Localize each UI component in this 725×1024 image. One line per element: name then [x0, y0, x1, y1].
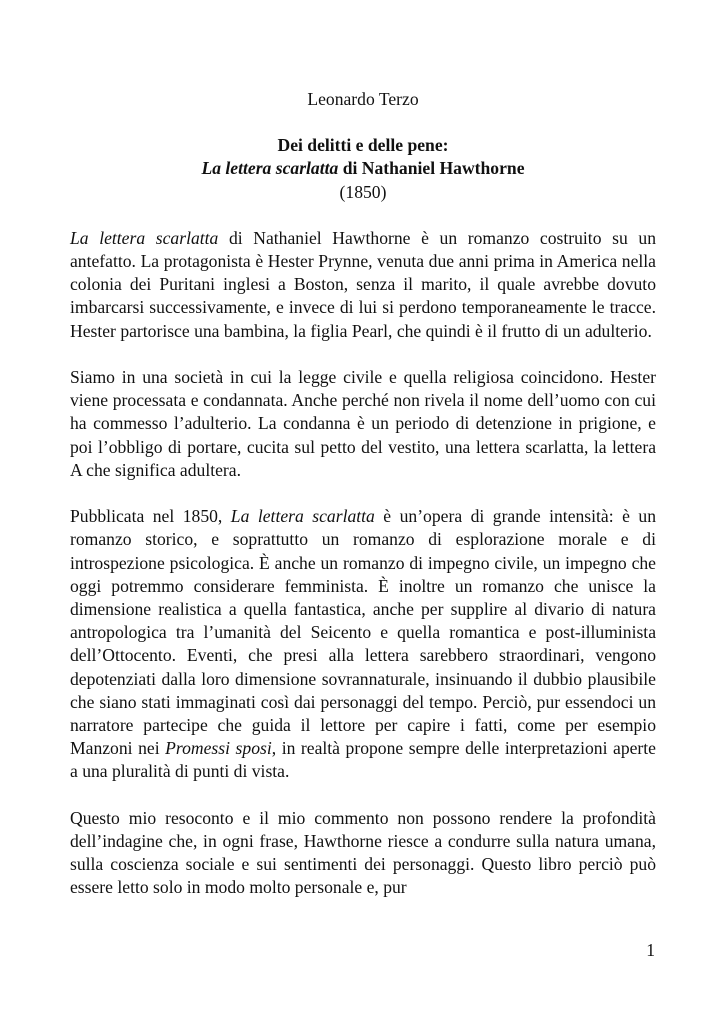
paragraph-3-italic-2: Promessi sposi [165, 738, 272, 759]
title-line-2 [70, 157, 656, 180]
paragraph-4: Questo mio resoconto e il mio commento non possono rendere la profondità dell’indagine che, in ogni frase, Hawthorne riesce a condurre sulla natura umana, sulla coscienza sociale e sui sentimenti dei personaggi. Questo libro perciò può essere letto solo in modo molto personale e, pur [70, 807, 656, 898]
paragraph-3-italic-1: La lettera scarlatta [230, 506, 375, 527]
paragraph-1-italic: La lettera scarlatta [70, 227, 219, 248]
author-name: Leonardo Terzo [307, 89, 419, 109]
paragraph-3-before: Pubblicata nel 1850, [70, 506, 231, 527]
paragraph-2: Siamo in una società in cui la legge civile e quella religiosa coincidono. Hester viene processata e condannata. Anche perché non rivela il nome dell’uomo con cui ha commesso l’adulterio. La condanna è un periodo di detenzione in prigione, e poi l’obbligo di portare, cucita sul petto del vestito, una lettera scarlatta, la lettera A che significa adultera. [70, 367, 656, 480]
document-page [70, 88, 656, 923]
title-line-1: Dei delitti e delle pene: [277, 135, 449, 156]
paragraph-1 [70, 227, 656, 343]
title-author-part: di Nathaniel Hawthorne [338, 158, 525, 179]
document-title [70, 134, 656, 204]
page-number: 1 [646, 940, 655, 960]
title-book-name: La lettera scarlatta [201, 158, 339, 179]
paragraph-3 [70, 505, 656, 783]
paragraph-3-after: , in realtà propone sempre delle interpretazioni aperte a una pluralità di punti di vista. [70, 738, 656, 782]
paragraph-3-middle: è un’opera di grande intensità: è un romanzo storico, e soprattutto un romanzo di esplorazione morale e di introspezione psicologica. È anche un romanzo di impegno civile, un impegno che oggi potremmo considerare femminista. È inoltre un romanzo che unisce la dimensione realistica a quella fantastica, anche per supplire al divario di natura antropologica tra l’umanità del Seicento e quella romantica e post-illuminista dell’Ottocento. Eventi, che presi alla lettera sarebbero straordinari, vengono depotenziati dalla loro dimensione sovrannaturale, insinuando il dubbio plausibile che siano stati immaginati così dai personaggi del tempo. Perciò, pur essendoci un narratore partecipe che guida il lettore per capire i fatti, come per esempio Manzoni nei [70, 506, 656, 759]
paragraph-1-text: di Nathaniel Hawthorne è un romanzo costruito su un antefatto. La protagonista è Hester Prynne, venuta due anni prima in America nella colonia dei Puritani inglesi a Boston, senza il marito, il quale avrebbe dovuto imbarcarsi successivamente, e invece di lui si perdono temporaneamente le tracce. Hester partorisce una bambina, la figlia Pearl, che quindi è il frutto di un adulterio. [70, 227, 656, 341]
publication-year: (1850) [339, 181, 387, 202]
